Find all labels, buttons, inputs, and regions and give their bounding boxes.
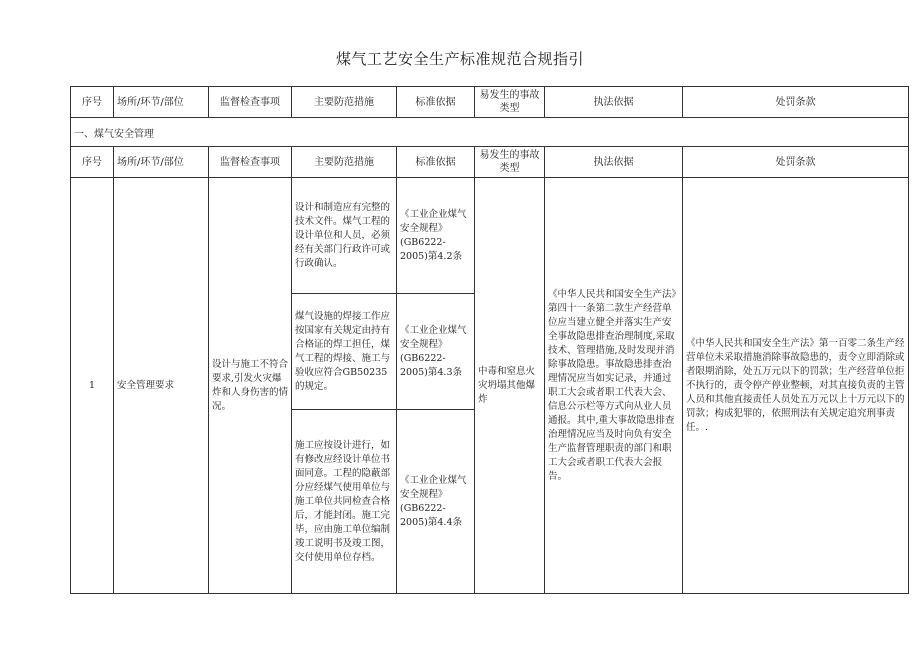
compliance-table (70, 86, 909, 594)
table-row (71, 178, 909, 294)
accident-type: 中毒和窒息火灾坍塌其他爆炸 (475, 178, 545, 594)
section-title: 一、煤气安全管理 (71, 118, 909, 147)
penalty-clause: 《中华人民共和国安全生产法》第一百零二条生产经营单位未采取措施消除事故隐患的，责令立即消除或者限期消除，处五万元以下的罚款；生产经营单位拒不执行的，责令停产停业整顿，对其直接负责的主管人员和其他直接责任人员处五万元以上十万元以下的罚款；构成犯罪的，依照刑法有关规定追究刑事责任。. (683, 178, 909, 594)
header-accident-type: 易发生的事故类型 (475, 147, 545, 178)
header-location: 场所/环节/部位 (114, 87, 209, 118)
row-index: 1 (71, 178, 114, 594)
header-item: 监督检查事项 (209, 147, 292, 178)
header-index: 序号 (71, 87, 114, 118)
standard-basis-1: 《工业企业煤气安全规程》(GB6222-2005)第4.2条 (397, 178, 475, 294)
header-location: 场所/环节/部位 (114, 147, 209, 178)
header-standard: 标准依据 (397, 147, 475, 178)
header-penalty: 处罚条款 (683, 147, 909, 178)
row-location: 安全管理要求 (114, 178, 209, 594)
header-penalty: 处罚条款 (683, 87, 909, 118)
table-header-row-repeat (71, 147, 909, 178)
header-standard: 标准依据 (397, 87, 475, 118)
header-item: 监督检查事项 (209, 87, 292, 118)
page-title: 煤气工艺安全生产标准规范合规指引 (335, 50, 584, 68)
measure-text-2: 煤气设施的焊接工作应按国家有关规定由持有合格证的焊工担任，煤气工程的焊接、施工与验收应符合GB50235的规定。 (292, 294, 397, 410)
header-measures: 主要防范措施 (292, 147, 397, 178)
standard-basis-2: 《工业企业煤气安全规程》(GB6222-2005)第4.3条 (397, 294, 475, 410)
header-legal-basis: 执法依据 (545, 147, 683, 178)
table-header-row (71, 87, 909, 118)
header-accident-type: 易发生的事故类型 (475, 87, 545, 118)
measure-text-3: 施工应按设计进行，如有修改应经设计单位书面同意。工程的隐蔽部分应经煤气使用单位与施工单位共同检查合格后，才能封闭。施工完毕，应由施工单位编制竣工说明书及竣工图，交付使用单位存档。 (292, 410, 397, 594)
header-index: 序号 (71, 147, 114, 178)
standard-basis-3: 《工业企业煤气安全规程》(GB6222-2005)第4.4条 (397, 410, 475, 594)
row-check-item: 设计与施工不符合要求,引发火灾爆炸和人身伤害的情况。 (209, 178, 292, 594)
header-measures: 主要防范措施 (292, 87, 397, 118)
header-legal-basis: 执法依据 (545, 87, 683, 118)
section-row (71, 118, 909, 147)
measure-text-1: 设计和制造应有完整的技术文件。煤气工程的设计单位和人员，必须经有关部门行政许可或行政确认。 (292, 178, 397, 294)
legal-basis: 《中华人民共和国安全生产法》第四十一条第二款生产经营单位应当建立健全并落实生产安全事故隐患排查治理制度,采取技术、管理措施,及时发现并消除事故隐患。事故隐患排查治理情况应当如实记录，并通过职工大会或者职工代表大会、信息公示栏等方式向从业人员通报。其中,重大事故隐患排查治理情况应当及时向负有安全生产监督管理职责的部门和职工大会或者职工代表大会报告。 (545, 178, 683, 594)
